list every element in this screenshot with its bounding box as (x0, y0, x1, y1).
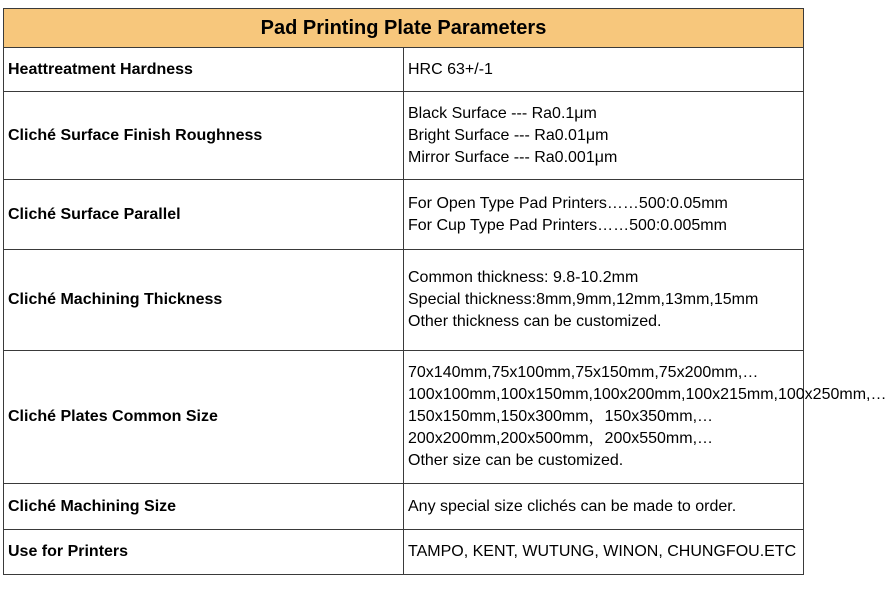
value-line: Black Surface --- Ra0.1μm (408, 104, 597, 122)
table-row (4, 530, 804, 575)
row-label: Cliché Machining Thickness (4, 250, 404, 351)
row-label: Cliché Surface Finish Roughness (4, 92, 404, 180)
table-title: Pad Printing Plate Parameters (4, 9, 804, 48)
table-title-row (4, 9, 804, 48)
value-line: Mirror Surface --- Ra0.001μm (408, 148, 618, 166)
value-line: For Open Type Pad Printers……500:0.05mm (408, 194, 728, 212)
value-line: 150x150mm,150x300mm，150x350mm,… (408, 408, 714, 425)
table-row (4, 351, 804, 484)
parameters-table (3, 8, 886, 575)
value-line: TAMPO, KENT, WUTUNG, WINON, CHUNGFOU.ETC (408, 543, 797, 560)
table-row (4, 484, 804, 530)
table-row (4, 48, 804, 92)
row-label: Use for Printers (4, 530, 404, 575)
row-value (404, 250, 804, 351)
row-label: Cliché Plates Common Size (4, 351, 404, 484)
value-line: HRC 63+/-1 (408, 60, 493, 78)
row-value (404, 530, 804, 575)
value-line: Special thickness:8mm,9mm,12mm,13mm,15mm (408, 291, 759, 308)
row-label: Heattreatment Hardness (4, 48, 404, 92)
table-row (4, 250, 804, 351)
value-line: Any special size clichés can be made to order. (408, 497, 737, 515)
value-line: Other thickness can be customized. (408, 313, 662, 330)
row-value (404, 48, 804, 92)
row-value (404, 484, 804, 530)
value-line: 100x100mm,100x150mm,100x200mm,100x215mm,100x250mm,… (408, 386, 886, 403)
table-row (4, 92, 804, 180)
value-line: Bright Surface --- Ra0.01μm (408, 126, 609, 144)
row-label: Cliché Surface Parallel (4, 180, 404, 250)
row-value (404, 92, 804, 180)
value-line: 200x200mm,200x500mm，200x550mm,… (408, 430, 714, 447)
value-line: Common thickness: 9.8-10.2mm (408, 269, 639, 286)
row-value (404, 180, 804, 250)
value-line: For Cup Type Pad Printers……500:0.005mm (408, 216, 727, 234)
table-row (4, 180, 804, 250)
value-line: 70x140mm,75x100mm,75x150mm,75x200mm,… (408, 364, 759, 381)
row-value (404, 351, 886, 484)
value-line: Other size can be customized. (408, 452, 624, 469)
row-label: Cliché Machining Size (4, 484, 404, 530)
